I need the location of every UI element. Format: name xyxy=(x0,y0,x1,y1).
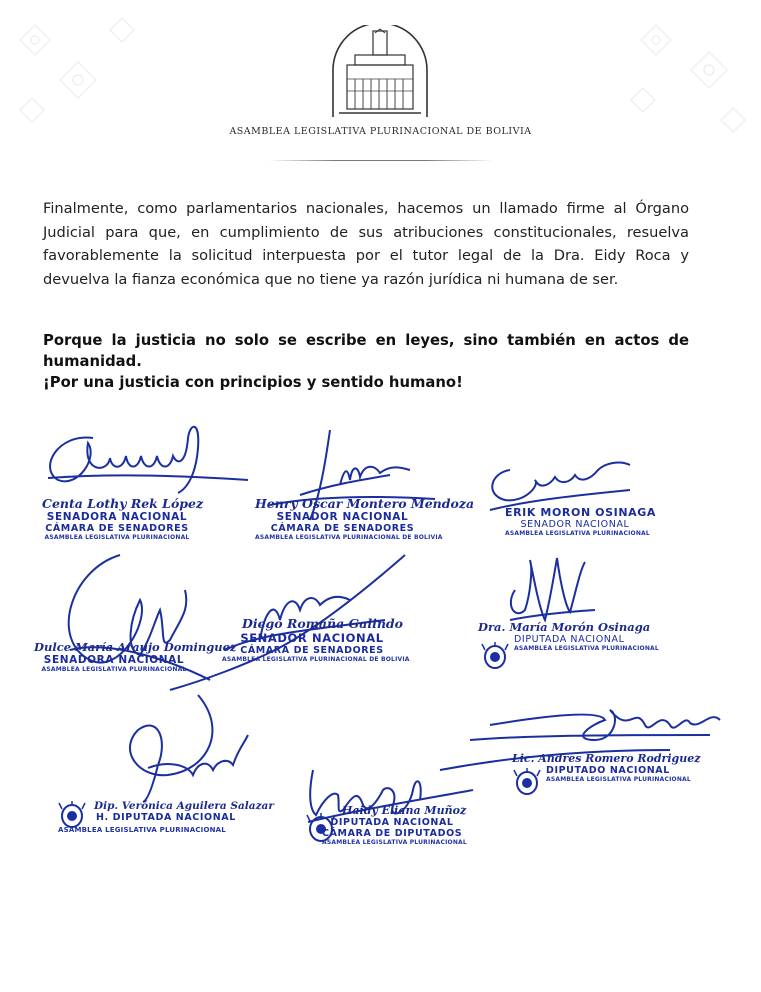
signatory-role: DIPUTADO NACIONAL xyxy=(546,765,670,776)
signature-block-3 xyxy=(505,506,656,537)
signatory-assembly: ASAMBLEA LEGISLATIVA PLURINACIONAL xyxy=(322,839,467,846)
signatory-name: Haidy Eliana Muñoz xyxy=(342,804,467,817)
signature-block-8 xyxy=(58,800,274,834)
signatory-chamber: CÁMARA DE SENADORES xyxy=(240,645,384,656)
assembly-emblem-icon xyxy=(325,25,435,121)
signatory-assembly: ASAMBLEA LEGISLATIVA PLURINACIONAL xyxy=(505,530,650,537)
signatory-assembly: ASAMBLEA LEGISLATIVA PLURINACIONAL xyxy=(546,776,691,783)
closing-exclamation: ¡Por una justicia con principios y sentido humano! xyxy=(43,374,463,391)
body-paragraph: Finalmente, como parlamentarios nacionales, hacemos un llamado firme al Órgano Judicial para que, en cumplimiento de sus atribuciones constitucionales, resuelva favorablemente la solicitud interpuesta por el tutor legal de la Dra. Eidy Roca y devuelva la fianza económica que no tiene ya razón jurídica ni humana de ser. xyxy=(43,200,689,288)
signatory-assembly: ASAMBLEA LEGISLATIVA PLURINACIONAL xyxy=(44,534,190,541)
signatory-role: DIPUTADA NACIONAL xyxy=(514,634,625,645)
signatory-name: Henry Oscar Montero Mendoza xyxy=(255,496,475,511)
signatory-assembly: ASAMBLEA LEGISLATIVA PLURINACIONAL DE BOLIVIA xyxy=(255,534,443,541)
signatory-name: ERIK MORON OSINAGA xyxy=(505,506,657,519)
signatory-role: H. DIPUTADA NACIONAL xyxy=(96,812,236,823)
emphasis-statement: Porque la justicia no solo se escribe en leyes, sino también en actos de humanidad. xyxy=(43,332,689,370)
signature-scrawl-1 xyxy=(38,418,253,503)
signatory-role: SENADORA NACIONAL xyxy=(43,654,185,666)
signatory-role: DIPUTADA NACIONAL xyxy=(330,817,454,828)
signatory-name: Centa Lothy Rek López xyxy=(42,496,204,511)
signatory-name: Dulce María Araujo Dominguez xyxy=(34,640,237,654)
signatory-chamber: CÁMARA DE SENADORES xyxy=(270,523,415,534)
signatory-assembly: ASAMBLEA LEGISLATIVA PLURINACIONAL xyxy=(41,666,187,673)
institution-name: ASAMBLEA LEGISLATIVA PLURINACIONAL DE BOLIVIA xyxy=(229,126,532,137)
signatory-name: Lic. Andres Romero Rodriguez xyxy=(512,752,701,765)
signature-block-7 xyxy=(512,752,700,783)
signatory-name: Dip. Verónica Aguilera Salazar xyxy=(94,800,274,812)
letterhead xyxy=(0,0,761,170)
signature-block-1 xyxy=(42,496,203,541)
signatory-name: Dra. María Morón Osinaga xyxy=(478,620,651,634)
signature-block-5 xyxy=(222,616,410,663)
signature-block-2 xyxy=(255,496,474,541)
signatory-name: Diego Romaña Galindo xyxy=(242,616,403,631)
signatory-assembly: ASAMBLEA LEGISLATIVA PLURINACIONAL xyxy=(58,826,226,834)
signatory-chamber: CÁMARA DE SENADORES xyxy=(45,523,189,534)
signature-scrawl-6 xyxy=(495,550,605,630)
signatory-role: SENADOR NACIONAL xyxy=(276,511,409,523)
signatory-assembly: ASAMBLEA LEGISLATIVA PLURINACIONAL DE BOLIVIA xyxy=(222,656,410,663)
signature-block-6 xyxy=(478,620,659,652)
signature-scrawl-8 xyxy=(78,690,258,805)
signatory-role: SENADORA NACIONAL xyxy=(46,511,188,523)
signatory-chamber: CÁMARA DE DIPUTADOS xyxy=(322,828,463,839)
signatory-role: SENADOR NACIONAL xyxy=(520,519,630,530)
signature-block-9 xyxy=(322,804,466,846)
signatory-role: SENADOR NACIONAL xyxy=(240,631,384,645)
signatory-assembly: ASAMBLEA LEGISLATIVA PLURINACIONAL xyxy=(514,645,659,652)
header-divider xyxy=(268,160,493,161)
